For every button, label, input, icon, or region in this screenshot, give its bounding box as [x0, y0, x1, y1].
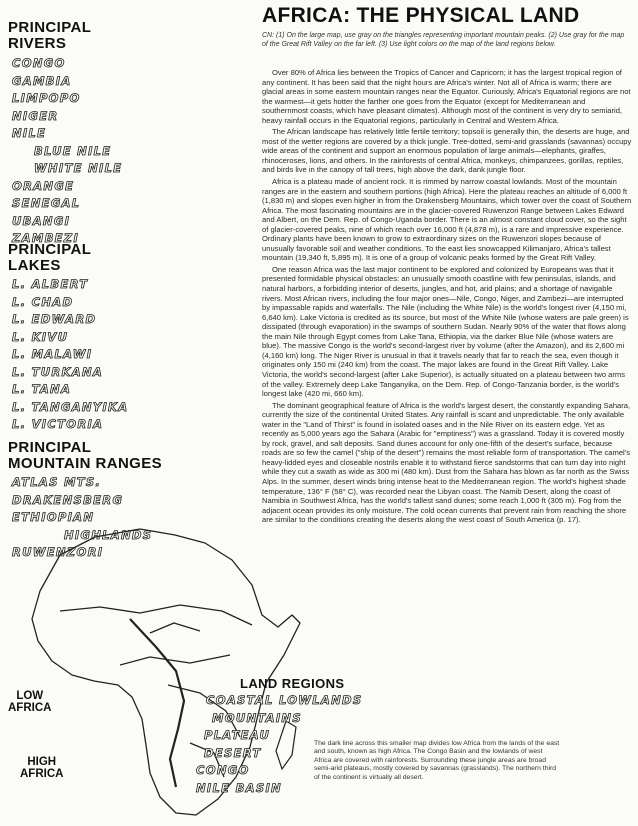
mountains-heading-line1: PRINCIPAL	[8, 439, 92, 456]
lake-item: L. TANA	[12, 382, 72, 396]
land-region-item: COASTAL LOWLANDS	[206, 693, 363, 707]
river-item: NIGER	[12, 108, 59, 123]
river-item: ORANGE	[12, 178, 75, 193]
river-item: BLUE NILE	[34, 143, 112, 158]
land-region-item: PLATEAU	[204, 728, 271, 742]
body-paragraph: The African landscape has relatively little fertile territory; topsoil is generally thin, the deserts are huge, and most of the wetter regions are covered by a thick jungle. Tree-dotted, semi-arid grasslands (savannas) occupy wide areas of the continent and support an enormous population of large animals—elephants, giraffes, rhinoceroses, lions, and others. In the rainforests of central Africa, monkeys, chimpanzees, gorillas, reptiles, and birds live in the canopy of tall trees, high above the dark, dank jungle floor.	[262, 127, 632, 175]
lakes-list	[12, 276, 128, 434]
lake-item: L. MALAWI	[12, 347, 93, 361]
mountains-heading	[8, 440, 162, 472]
mountain-item: ETHIOPIAN	[12, 510, 95, 524]
high-africa-label	[20, 756, 63, 780]
land-region-item: DESERT	[204, 745, 262, 760]
region-boundary	[150, 623, 200, 633]
river-item: CONGO	[12, 56, 66, 70]
mountains-heading-line2: MOUNTAIN RANGES	[8, 455, 163, 472]
region-boundary	[60, 605, 252, 625]
low-africa-label-line1: LOW	[16, 690, 44, 702]
body-paragraph: One reason Africa was the last major continent to be explored and colonized by Europeans was that it presented formidable physical obstacles: an unusually smooth coastline with few peninsulas, islands, and natural harbors, a forbidding interior of deserts, jungles, and hot, arid plains; and a shortage of navigable rivers. Most African rivers, including the four major ones—Nile, Congo, Niger, and Zambezi—are interrupted by impassable rapids and waterfalls. The Nile (including the White Nile) is the world's longest river (4,150 mi, 6,640 km). Lake Victoria is credited as its source, but most of the White Nile (whose waters are pale green) is dissipated (through evaporation) in the swamps of southern Sudan. Nearly 90% of the water that flows along the main Nile through Egypt comes from Lake Tana, Ethiopia, via the darker Blue Nile (whose waters are blue). The massive Congo is the world's second-largest river by volume (after the Amazon), and its 2,600 mi (4,160 km) long. The Niger River is unusual in that it travels nearly that far to reach the sea, even though it originates only 150 mi (240 km) from the coast. The major lakes are found in the Great Rift Valley. Lake Victoria, the world's second-largest (after Lake Superior), is actually situated on a plateau between two arms of the valley. Extremely deep Lake Tanganyika, on the Dem. Rep. of Congo-Tanzania border, is the world's longest lake (420 mi, 660 km).	[262, 264, 629, 399]
river-item: ZAMBEZI	[12, 231, 80, 245]
low-africa-label	[8, 690, 51, 714]
region-boundary	[120, 655, 230, 665]
page-title: AFRICA: THE PHYSICAL LAND	[262, 4, 580, 27]
river-item: SENEGAL	[12, 196, 81, 210]
river-item: LIMPOPO	[12, 91, 81, 105]
land-regions-heading: LAND REGIONS	[240, 676, 345, 691]
lake-item: L. KIVU	[12, 329, 69, 344]
high-low-divide-line	[130, 619, 184, 787]
high-africa-label-line2: AFRICA	[20, 768, 64, 780]
river-item: WHITE NILE	[34, 161, 123, 175]
lakes-heading-line1: PRINCIPAL	[8, 241, 92, 258]
rivers-heading	[8, 20, 91, 52]
body-paragraph: The dominant geographical feature of Africa is the world's largest desert, the constantly expanding Sahara, currently the size of the continental United States. Any rainfall is scant and unpredictable. The only available water in the "Land of Thirst" is found in isolated oases and in the Nile River on its eastern edge. Yet as recently as 5,000 years ago the Sahara (Arabic for "emptiness") was a grassland. Today it is covered mostly by rock, gravel, and salt deposits. Sand dunes account for only one-fifth of the desert's surface, because roads are so few the camel ("ship of the desert") remains the most reliable form of transportation. The camel's heavy-lidded eyes and closeable nostrils enable it to withstand fierce sandstorms that can turn day into night while they cut a swath as wide as 300 mi (480 km). Dust from the Sahara has blown as far north as the Swiss Alps. In the summer, desert winds bring intense heat to the Mediterranean region. The world's highest shade temperature, 136° F (58° C), was recorded near the Libyan coast. The Namib Desert, along the coast of Namibia in Southwest Africa, has the world's tallest sand dunes; some reach 1,000 ft (305 m). Fog from the adjacent ocean provides its only moisture. The cold ocean currents that prevent rain from reaching the shore are similar to the conditions creating the deserts along the west coast of South America (p. 17).	[262, 400, 631, 525]
lake-item: L. TURKANA	[12, 364, 104, 379]
river-item: UBANGI	[12, 213, 71, 228]
river-item: NILE	[12, 126, 47, 140]
land-region-item: MOUNTAINS	[212, 710, 302, 725]
lake-item: L. VICTORIA	[12, 417, 104, 431]
lakes-heading	[8, 242, 91, 274]
rivers-list	[12, 55, 122, 248]
lake-item: L. EDWARD	[12, 312, 97, 326]
body-paragraph: Africa is a plateau made of ancient rock. It is rimmed by narrow coastal lowlands. Most of the mountain ranges are in the eastern and southern portions (high Africa). Here the plateau reaches an altitude of 6,000 ft (1,830 m) and slopes even higher in from the Drakensberg Mountains, which tower over the coast of Southern Africa. The most fascinating mountains are in the glacier-covered Ruwenzori Range between Lakes Edward and Albert, on the Dem. Rep. of Congo-Uganda border. There is an almost constant cloud cover, so the sight of glacier-covered peaks, nine of which reach over 16,000 ft (4,878 m), is a rare and impressive experience. Ordinary plants have been known to grow to extraordinary sizes on the Ruwenzori slopes because of unusually favorable soil and weather conditions. To the east lies snowcapped Kilimanjaro, Africa's tallest mountain (19,340 ft, 5,895 m). It is one of a group of volcanic peaks formed by the Great Rift Valley.	[262, 177, 632, 263]
lake-item: L. CHAD	[12, 294, 74, 309]
mountain-item: DRAKENSBERG	[12, 492, 124, 507]
lake-item: L. TANGANYIKA	[12, 399, 129, 414]
article-body	[262, 68, 632, 527]
mountain-item: ATLAS MTS.	[12, 475, 102, 489]
lake-item: L. ALBERT	[12, 277, 89, 291]
inset-map-caption: The dark line across this smaller map divides low Africa from the lands of the east and south, known as high Africa. The Congo Basin and the lowlands of west Africa are covered with rainforests. Surrounding these jungle areas are broad semi-arid plateaus, mostly covered by savannas (grasslands). The northern third of the continent is virtually all desert.	[314, 740, 560, 781]
coloring-note: CN: (1) On the large map, use gray on the triangles representing important mountain peaks. (2) Use gray for the map of the Great Rift Valley on the far left. (3) Use light colors on the map of the land regions below.	[262, 32, 625, 48]
mountain-item: HIGHLANDS	[64, 527, 153, 542]
river-item: GAMBIA	[12, 73, 72, 88]
mountain-item: RUWENZORI	[12, 545, 104, 559]
land-region-item: CONGO	[196, 763, 250, 777]
high-africa-label-line1: HIGH	[27, 756, 57, 768]
body-paragraph: Over 80% of Africa lies between the Tropics of Cancer and Capricorn; it has the largest tropical region of any continent. It has been said that the night hours are Africa's winter. Not all of Africa is warm; there are glacial areas in some eastern mountain ranges near the Equator. Curiously, Africa's Equatorial regions are not the warmest—it gets hotter the farther one goes from the Equator (except for Mediterranean and southernmost coasts, which have pleasant climates). Although most of the continent is very dry to semiarid, heavy rainfall occurs in the Equatorial regions, particularly in Central and Western Africa.	[262, 68, 631, 125]
low-africa-label-line2: AFRICA	[8, 702, 52, 714]
rivers-heading-line2: RIVERS	[8, 35, 67, 52]
lakes-heading-line2: LAKES	[8, 257, 61, 274]
rivers-heading-line1: PRINCIPAL	[8, 19, 92, 36]
land-region-item: NILE BASIN	[196, 780, 282, 795]
